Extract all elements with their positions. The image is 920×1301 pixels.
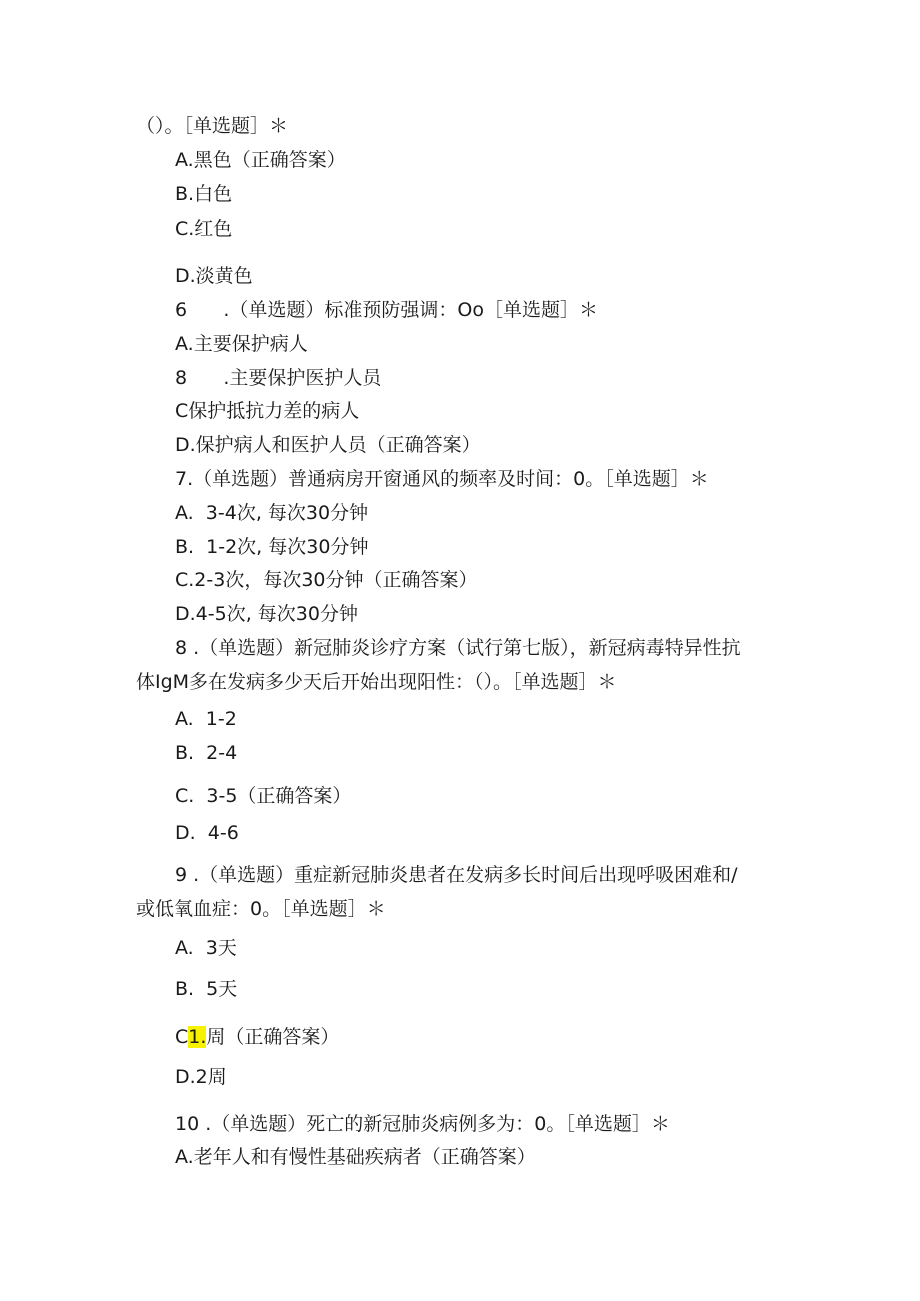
q8-option-b: B. 2-4 xyxy=(175,742,238,764)
q10-option-a: A.老年人和有慢性基础疾病者（正确答案） xyxy=(175,1146,536,1168)
q5-option-c: C.红色 xyxy=(175,218,233,240)
q6-option-c: C保护抵抗力差的病人 xyxy=(175,400,360,422)
q6-option-a: A.主要保护病人 xyxy=(175,333,308,355)
q5-option-a: A.黑色（正确答案） xyxy=(175,149,346,171)
question-9-line-1: 9 .（单选题）重症新冠肺炎患者在发病多长时间后出现呼吸困难和/ xyxy=(175,864,738,886)
q8-option-a: A. 1-2 xyxy=(175,708,237,730)
question-7: 7.（单选题）普通病房开窗通风的频率及时间：0。［单选题］＊ xyxy=(175,468,709,490)
q8-option-d: D. 4-6 xyxy=(175,822,239,844)
question-9-line-2: 或低氧血症：0。［单选题］＊ xyxy=(136,898,386,920)
q6-option-b: 8 .主要保护医护人员 xyxy=(175,367,382,389)
q9-option-a: A. 3天 xyxy=(175,937,237,959)
q9-option-c xyxy=(175,1025,339,1049)
q6-option-d: D.保护病人和医护人员（正确答案） xyxy=(175,434,481,456)
q7-option-c: C.2-3次，每次30分钟（正确答案） xyxy=(175,569,478,591)
q7-option-a: A. 3-4次, 每次30分钟 xyxy=(175,502,369,524)
q7-option-d: D.4-5次, 每次30分钟 xyxy=(175,603,358,625)
q5-option-d: D.淡黄色 xyxy=(175,265,253,287)
question-8-line-1: 8 .（单选题）新冠肺炎诊疗方案（试行第七版），新冠病毒特异性抗 xyxy=(175,637,741,659)
q9-option-c-text: 周（正确答案） xyxy=(206,1026,340,1048)
q9-option-c-letter: C xyxy=(175,1026,189,1048)
q5-option-b: B.白色 xyxy=(175,183,233,205)
question-8-line-2: 体IgM多在发病多少天后开始出现阳性：（）。［单选题］＊ xyxy=(136,671,617,693)
question-6: 6 .（单选题）标准预防强调：Oo［单选题］＊ xyxy=(175,299,598,321)
q7-option-b: B. 1-2次, 每次30分钟 xyxy=(175,536,369,558)
question-5-tail: （）。［单选题］＊ xyxy=(136,115,289,137)
q9-option-d: D.2周 xyxy=(175,1066,227,1088)
highlighted-text: 1. xyxy=(188,1026,207,1048)
q9-option-b: B. 5天 xyxy=(175,978,238,1000)
question-10: 10 .（单选题）死亡的新冠肺炎病例多为：0。［单选题］＊ xyxy=(175,1113,670,1135)
q8-option-c: C. 3-5（正确答案） xyxy=(175,785,352,807)
